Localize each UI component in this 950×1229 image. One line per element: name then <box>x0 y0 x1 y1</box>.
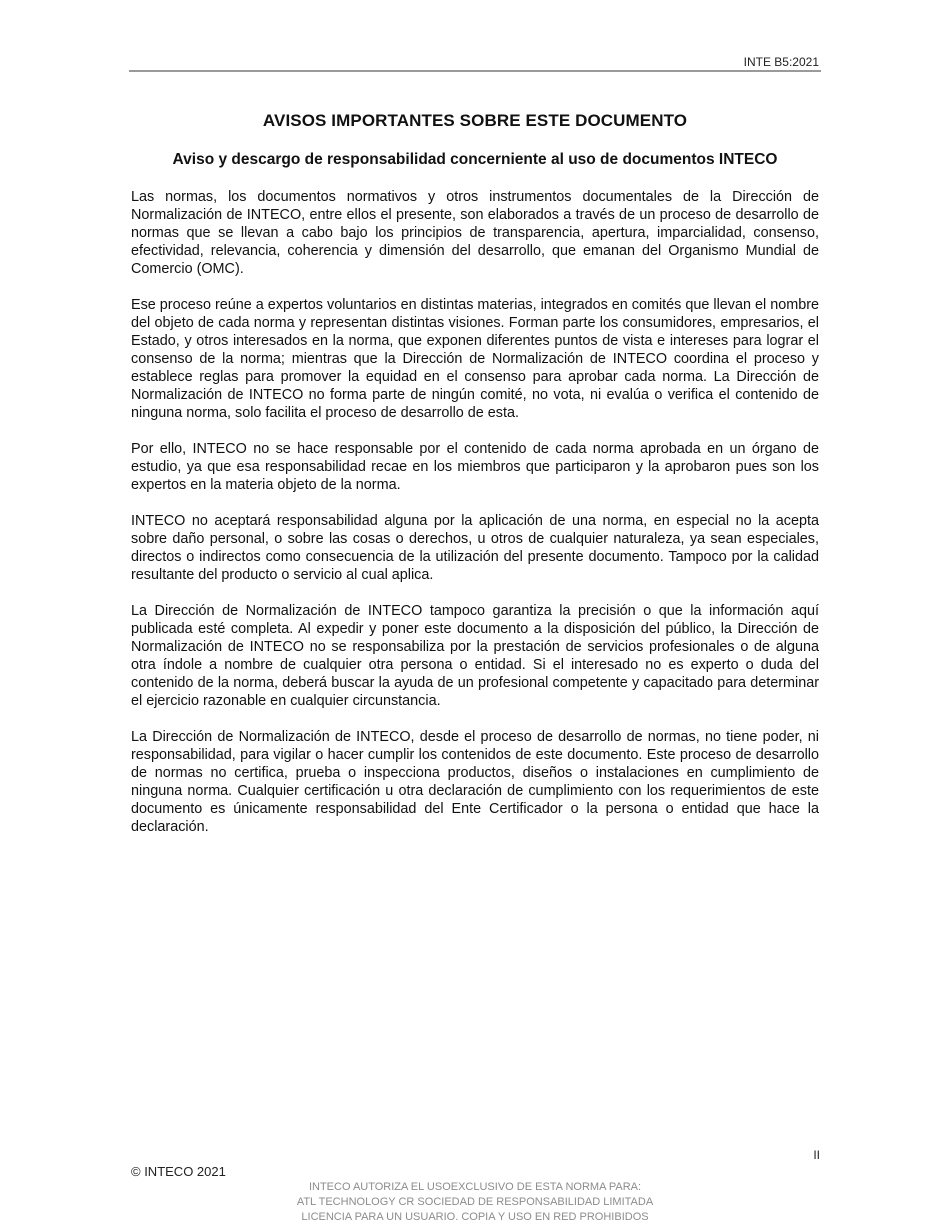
page-number: II <box>813 1148 820 1162</box>
paragraph: La Dirección de Normalización de INTECO tampoco garantiza la precisión o que la información aquí publicada esté completa. Al expedir y poner este documento a la disposición del público, la Dirección de Normalización de INTECO no se responsabiliza por la prestación de servicios profesionales o de alguna otra índole a nombre de cualquier otra persona o entidad. Si el interesado no es experto o duda del contenido de la norma, deberá buscar la ayuda de un profesional competente y capacitado para determinar el ejercicio razonable en cualquier circunstancia. <box>131 603 819 709</box>
header-divider <box>129 70 821 72</box>
copyright-notice: © INTECO 2021 <box>131 1164 226 1179</box>
paragraph: INTECO no aceptará responsabilidad alguna por la aplicación de una norma, en especial no la acepta sobre daño personal, o sobre las cosas o derechos, u otros de cualquier naturaleza, ya sean especiales, directos o indirectos como consecuencia de la utilización del presente documento. Tampoco por la calidad resultante del producto o servicio al cual aplica. <box>131 513 819 583</box>
section-subtitle: Aviso y descargo de responsabilidad concerniente al uso de documentos INTECO <box>172 151 778 168</box>
license-watermark <box>250 1180 700 1225</box>
document-code: INTE B5:2021 <box>743 55 819 69</box>
paragraph: Ese proceso reúne a expertos voluntarios en distintas materias, integrados en comités que llevan el nombre del objeto de cada norma y representan distintas visiones. Forman parte los consumidores, empresarios, el Estado, y otros interesados en la norma, que exponen diferentes puntos de vista e intereses para lograr el consenso de la norma; mientras que la Dirección de Normalización de INTECO coordina el proceso y establece reglas para promover la equidad en el consenso para aprobar cada norma. La Dirección de Normalización de INTECO no forma parte de ningún comité, no vota, ni evalúa o verifica el contenido de ninguna norma, solo facilita el proceso de desarrollo de esta. <box>131 297 819 421</box>
paragraph: Las normas, los documentos normativos y otros instrumentos documentales de la Dirección de Normalización de INTECO, entre ellos el presente, son elaborados a través de un proceso de desarrollo de normas que se llevan a cabo bajo los principios de transparencia, apertura, imparcialidad, consenso, efectividad, relevancia, coherencia y dimensión del desarrollo, que emanan del Organismo Mundial de Comercio (OMC). <box>131 189 819 277</box>
license-line: LICENCIA PARA UN USUARIO. COPIA Y USO EN RED PROHIBIDOS <box>301 1211 649 1223</box>
body-text <box>131 188 819 854</box>
license-line: INTECO AUTORIZA EL USOEXCLUSIVO DE ESTA NORMA PARA: <box>308 1181 642 1193</box>
page-title: AVISOS IMPORTANTES SOBRE ESTE DOCUMENTO <box>262 111 688 130</box>
paragraph: La Dirección de Normalización de INTECO, desde el proceso de desarrollo de normas, no tiene poder, ni responsabilidad, para vigilar o hacer cumplir los contenidos de este documento. Este proceso de desarrollo de normas no certifica, prueba o inspecciona productos, diseños o instalaciones en cumplimiento de ninguna norma. Cualquier certificación u otra declaración de cumplimiento con los requerimientos de este documento es únicamente responsabilidad del Ente Certificador o la persona o entidad que hace la declaración. <box>131 729 819 835</box>
license-line: ATL TECHNOLOGY CR SOCIEDAD DE RESPONSABILIDAD LIMITADA <box>296 1196 654 1208</box>
paragraph: Por ello, INTECO no se hace responsable por el contenido de cada norma aprobada en un órgano de estudio, ya que esa responsabilidad recae en los miembros que participaron y la aprobaron pues son los expertos en la materia objeto de la norma. <box>131 441 819 493</box>
